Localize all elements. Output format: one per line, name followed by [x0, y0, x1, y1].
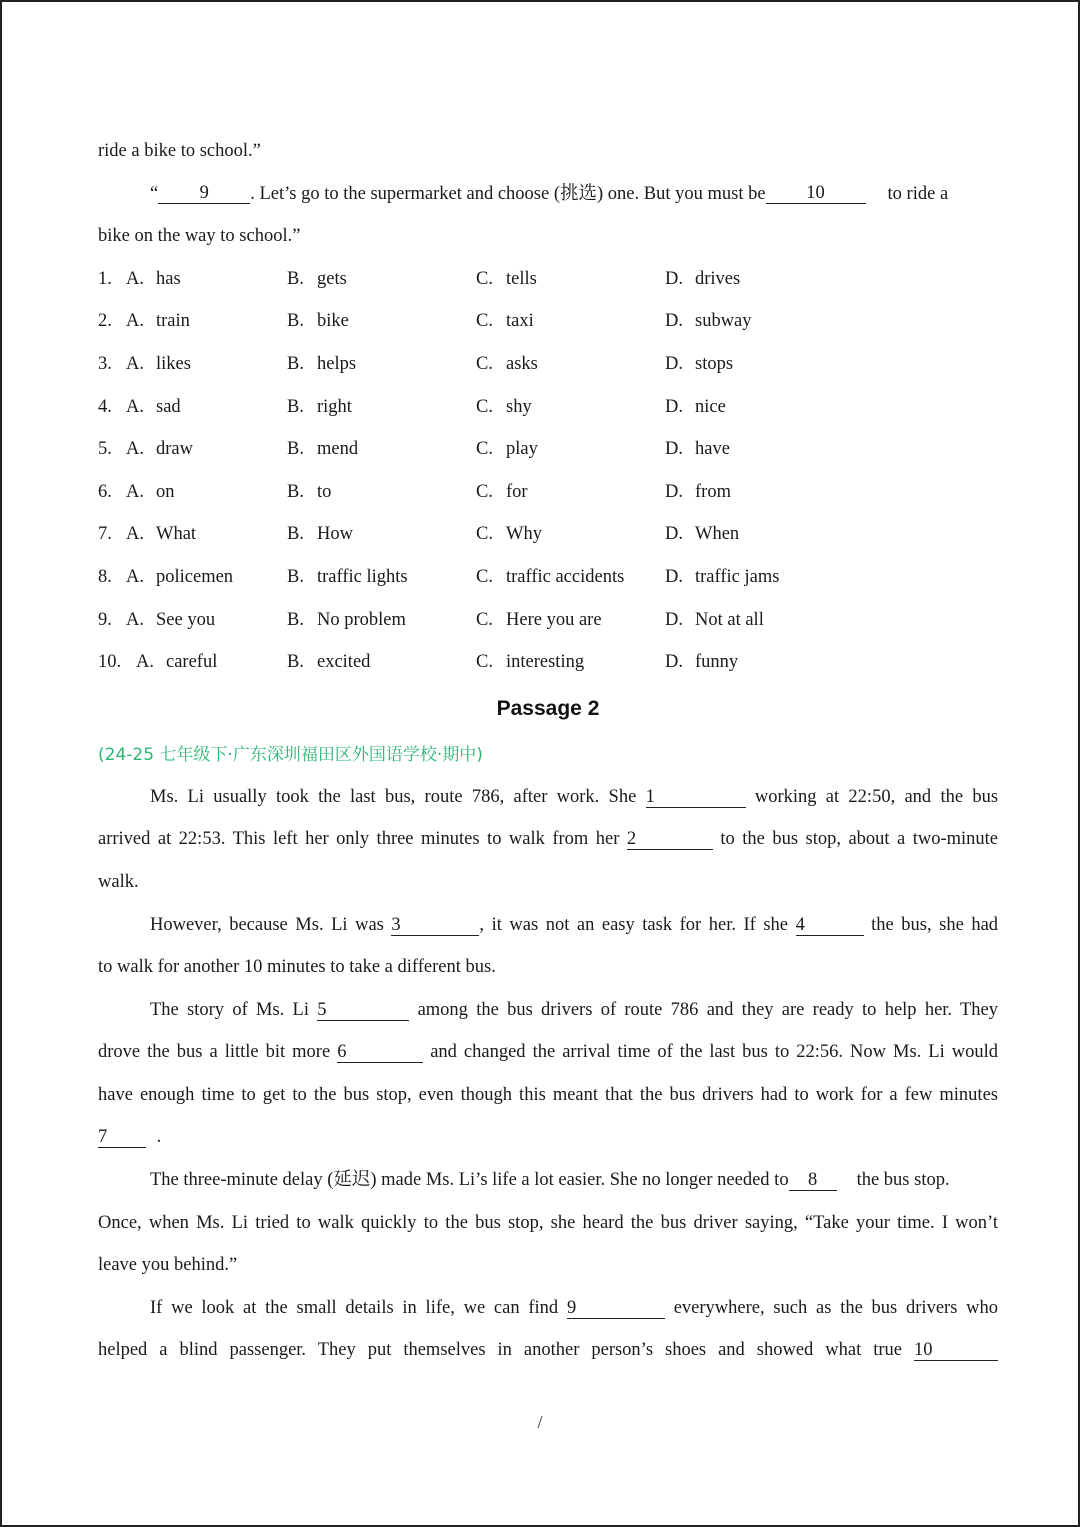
passage-title: Passage 2	[496, 696, 600, 720]
blank-6[interactable]: 6	[337, 1042, 423, 1063]
text: to walk for another 10 minutes to take a different bus.	[98, 957, 496, 978]
text: the bus stop.	[856, 1170, 950, 1191]
option-letter: A.	[126, 353, 144, 374]
text: and changed the arrival time of the last bus to 22:56. Now Ms. Li would	[430, 1042, 998, 1063]
option-text: careful	[166, 652, 218, 673]
option-letter: B.	[287, 524, 304, 545]
option-letter: C.	[476, 524, 493, 545]
question-number: 2.	[98, 311, 112, 332]
option-letter: D.	[665, 566, 683, 587]
text: drove the bus a little bit more	[98, 1042, 331, 1063]
option-b[interactable]	[287, 428, 358, 471]
blank-8[interactable]: 8	[789, 1170, 837, 1191]
option-d[interactable]	[665, 428, 730, 471]
text: Ms. Li usually took the last bus, route 786, after work. She	[150, 786, 637, 807]
blank-9[interactable]: 9	[158, 183, 250, 204]
option-a[interactable]	[136, 641, 217, 684]
blank-10[interactable]: 10	[914, 1340, 998, 1361]
blank-4[interactable]: 4	[796, 915, 864, 936]
option-text: asks	[506, 353, 538, 374]
option-c[interactable]	[476, 343, 538, 386]
text: have enough time to get to the bus stop, even though this meant that the bus drivers had to work for a few minutes	[98, 1084, 998, 1105]
option-d[interactable]	[665, 300, 752, 343]
option-a[interactable]	[126, 343, 191, 386]
text-line	[98, 1031, 998, 1074]
text: “	[150, 183, 159, 204]
option-text: to	[317, 481, 332, 502]
text: walk.	[98, 871, 139, 892]
option-a[interactable]	[126, 258, 181, 301]
option-b[interactable]	[287, 300, 349, 343]
option-row	[98, 386, 998, 429]
option-letter: A.	[126, 396, 144, 417]
option-text: mend	[317, 439, 359, 460]
option-letter: B.	[287, 609, 304, 630]
option-text: traffic jams	[695, 566, 780, 587]
option-letter: D.	[665, 524, 683, 545]
option-letter: A.	[126, 566, 144, 587]
option-b[interactable]	[287, 556, 408, 599]
blank-3[interactable]: 3	[391, 915, 479, 936]
option-text: What	[156, 524, 197, 545]
option-letter: C.	[476, 439, 493, 460]
option-letter: C.	[476, 481, 493, 502]
option-c[interactable]	[476, 428, 538, 471]
option-c[interactable]	[476, 300, 534, 343]
text-line	[98, 130, 998, 173]
option-letter: D.	[665, 609, 683, 630]
option-text: helps	[317, 353, 357, 374]
option-letter: D.	[665, 396, 683, 417]
option-letter: A.	[126, 268, 144, 289]
option-letter: A.	[126, 311, 144, 332]
option-letter: D.	[665, 439, 683, 460]
option-b[interactable]	[287, 513, 353, 556]
option-c[interactable]	[476, 258, 537, 301]
option-letter: B.	[287, 353, 304, 374]
text: helped a blind passenger. They put themselves in another person’s shoes and showed what true	[98, 1340, 903, 1361]
option-d[interactable]	[665, 513, 739, 556]
option-letter: A.	[126, 524, 144, 545]
option-d[interactable]	[665, 386, 726, 429]
option-text: funny	[695, 652, 739, 673]
text: everywhere, such as the bus drivers who	[673, 1297, 999, 1318]
option-c[interactable]	[476, 641, 584, 684]
option-letter: B.	[287, 268, 304, 289]
text-line	[98, 215, 998, 258]
option-a[interactable]	[126, 513, 196, 556]
option-text: train	[156, 311, 190, 332]
option-text: traffic accidents	[506, 566, 625, 587]
text: If we look at the small details in life, we can find	[150, 1297, 559, 1318]
option-d[interactable]	[665, 599, 764, 642]
question-number: 4.	[98, 396, 112, 417]
question-number: 1.	[98, 268, 112, 289]
blank-5[interactable]: 5	[317, 1000, 409, 1021]
text-line	[98, 904, 998, 947]
text-line	[98, 818, 998, 861]
option-text: Here you are	[506, 609, 602, 630]
question-number: 9.	[98, 609, 112, 630]
blank-10[interactable]: 10	[766, 183, 866, 204]
option-letter: A.	[136, 652, 154, 673]
option-text: stops	[695, 353, 734, 374]
option-letter: C.	[476, 311, 493, 332]
option-text: gets	[317, 268, 347, 289]
option-letter: C.	[476, 609, 493, 630]
option-a[interactable]	[126, 556, 233, 599]
option-text: traffic lights	[317, 566, 408, 587]
option-text: nice	[695, 396, 726, 417]
option-b[interactable]	[287, 343, 356, 386]
text-line	[98, 776, 998, 819]
text: , it was not an easy task for her. If she	[479, 914, 789, 935]
option-row	[98, 599, 998, 642]
text-line	[98, 861, 998, 904]
text-line	[98, 946, 998, 989]
option-a[interactable]	[126, 386, 181, 429]
option-b[interactable]	[287, 258, 347, 301]
text: among the bus drivers of route 786 and they are ready to help her. They	[417, 999, 999, 1020]
option-d[interactable]	[665, 556, 779, 599]
text: to ride a	[887, 183, 949, 204]
option-a[interactable]	[126, 599, 215, 642]
blank-7[interactable]: 7	[98, 1127, 146, 1148]
option-text: excited	[317, 652, 371, 673]
option-b[interactable]	[287, 386, 352, 429]
option-letter: B.	[287, 481, 304, 502]
option-row	[98, 471, 998, 514]
option-row	[98, 300, 998, 343]
option-text: No problem	[317, 609, 406, 630]
text: working at 22:50, and the bus	[754, 786, 999, 807]
question-number: 3.	[98, 353, 112, 374]
option-text: interesting	[506, 652, 585, 673]
option-letter: D.	[665, 652, 683, 673]
option-text: drives	[695, 268, 741, 289]
text-line	[98, 173, 998, 216]
option-b[interactable]	[287, 641, 370, 684]
option-c[interactable]	[476, 556, 624, 599]
option-letter: A.	[126, 609, 144, 630]
option-text: play	[506, 439, 538, 460]
blank-9[interactable]: 9	[567, 1298, 665, 1319]
option-row	[98, 428, 998, 471]
option-d[interactable]	[665, 258, 740, 301]
option-text: for	[506, 481, 528, 502]
option-letter: C.	[476, 268, 493, 289]
option-letter: C.	[476, 652, 493, 673]
text: The three-minute delay (延迟) made Ms. Li’s life a lot easier. She no longer needed to	[150, 1170, 789, 1191]
text: However, because Ms. Li was	[150, 914, 384, 935]
option-text: See you	[156, 609, 216, 630]
option-letter: B.	[287, 566, 304, 587]
option-letter: C.	[476, 396, 493, 417]
text-line	[98, 1244, 998, 1287]
option-letter: B.	[287, 439, 304, 460]
option-row	[98, 641, 998, 684]
option-c[interactable]	[476, 513, 542, 556]
option-text: on	[156, 481, 175, 502]
blank-1[interactable]: 1	[646, 787, 746, 808]
option-c[interactable]	[476, 599, 602, 642]
options-list	[98, 258, 998, 684]
question-number: 6.	[98, 481, 112, 502]
option-letter: D.	[665, 268, 683, 289]
option-text: Not at all	[695, 609, 764, 630]
text: leave you behind.”	[98, 1255, 238, 1276]
option-letter: B.	[287, 652, 304, 673]
option-text: policemen	[156, 566, 234, 587]
option-letter: A.	[126, 481, 144, 502]
option-text: likes	[156, 353, 191, 374]
option-text: bike	[317, 311, 349, 332]
option-row	[98, 556, 998, 599]
option-text: have	[695, 439, 730, 460]
text-line	[98, 989, 998, 1032]
option-row	[98, 343, 998, 386]
option-text: How	[317, 524, 353, 545]
option-letter: C.	[476, 566, 493, 587]
option-letter: D.	[665, 311, 683, 332]
option-text: When	[695, 524, 740, 545]
option-letter: D.	[665, 353, 683, 374]
option-d[interactable]	[665, 471, 731, 514]
text-line	[98, 1287, 998, 1330]
text-line	[98, 1159, 998, 1202]
text: arrived at 22:53. This left her only three minutes to walk from her	[98, 829, 620, 850]
blank-2[interactable]: 2	[627, 829, 713, 850]
question-number: 5.	[98, 439, 112, 460]
source-label: (24-25 七年级下·广东深圳福田区外国语学校·期中)	[98, 744, 483, 765]
option-row	[98, 513, 998, 556]
text: the bus, she had	[871, 914, 999, 935]
option-a[interactable]	[126, 471, 175, 514]
option-text: has	[156, 268, 181, 289]
question-number: 8.	[98, 566, 112, 587]
page-number: /	[537, 1412, 543, 1432]
text: .	[156, 1127, 162, 1148]
text: Once, when Ms. Li tried to walk quickly to the bus stop, she heard the bus driver saying, “Take your time. I won’t	[98, 1212, 998, 1233]
text: . Let’s go to the supermarket and choose (挑选) one. But you must be	[250, 183, 766, 204]
text-line	[98, 1329, 998, 1372]
option-text: right	[317, 396, 352, 417]
option-a[interactable]	[126, 428, 193, 471]
text: bike on the way to school.”	[98, 226, 301, 247]
text-line	[98, 1202, 998, 1245]
option-c[interactable]	[476, 386, 532, 429]
document-page	[98, 130, 998, 1372]
option-row	[98, 258, 998, 301]
question-number: 7.	[98, 524, 112, 545]
option-b[interactable]	[287, 471, 331, 514]
option-text: shy	[506, 396, 532, 417]
option-text: subway	[695, 311, 752, 332]
option-letter: D.	[665, 481, 683, 502]
question-number: 10.	[98, 652, 122, 673]
option-text: Why	[506, 524, 542, 545]
option-a[interactable]	[126, 300, 190, 343]
text: to the bus stop, about a two-minute	[720, 829, 999, 850]
option-text: tells	[506, 268, 537, 289]
option-d[interactable]	[665, 641, 738, 684]
option-text: taxi	[506, 311, 534, 332]
option-text: draw	[156, 439, 193, 460]
text: ride a bike to school.”	[98, 141, 261, 161]
option-letter: B.	[287, 396, 304, 417]
text-line	[98, 1074, 998, 1117]
option-c[interactable]	[476, 471, 528, 514]
option-text: from	[695, 481, 731, 502]
text-line	[98, 1116, 998, 1159]
option-b[interactable]	[287, 599, 406, 642]
option-letter: B.	[287, 311, 304, 332]
option-letter: C.	[476, 353, 493, 374]
option-letter: A.	[126, 439, 144, 460]
text: The story of Ms. Li	[150, 999, 309, 1020]
option-d[interactable]	[665, 343, 733, 386]
option-text: sad	[156, 396, 181, 417]
